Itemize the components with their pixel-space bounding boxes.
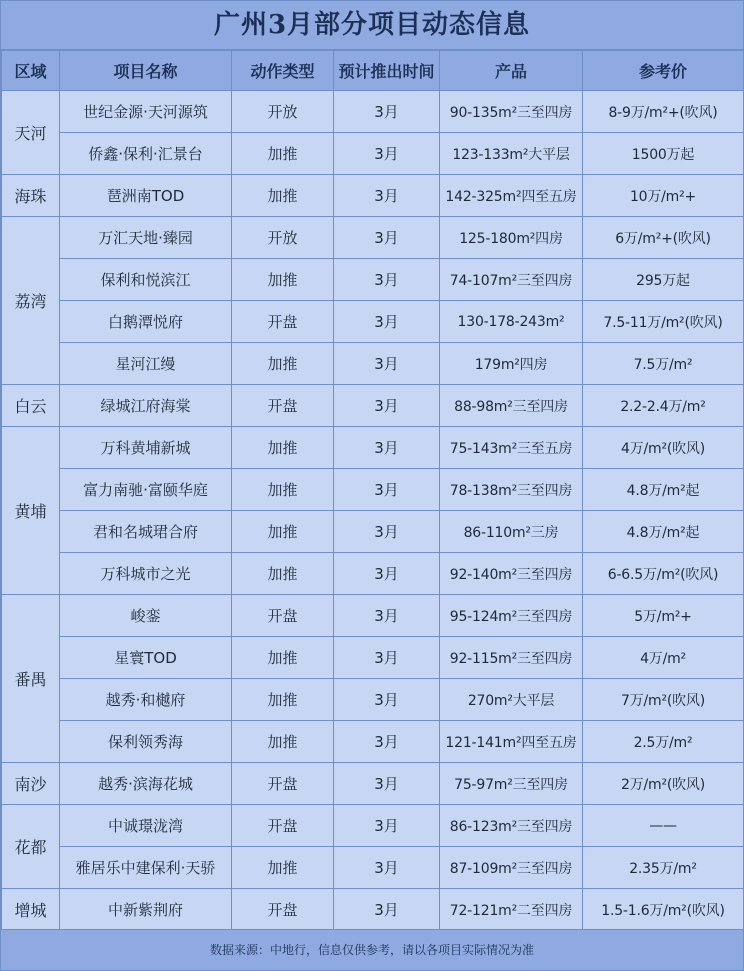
action-type-cell: 加推 (232, 847, 334, 889)
reference-price-cell: 2万/m²(吹风) (583, 763, 744, 805)
district-cell: 增城 (2, 889, 60, 931)
district-cell: 番禺 (2, 595, 60, 763)
launch-time-cell: 3月 (334, 763, 440, 805)
product-cell: 270m²大平层 (440, 679, 583, 721)
action-type-cell: 加推 (232, 679, 334, 721)
project-name-cell: 雅居乐中建保利·天骄 (60, 847, 232, 889)
table-row (2, 721, 744, 763)
project-name-cell: 万汇天地·臻园 (60, 217, 232, 259)
table-body (2, 91, 744, 931)
launch-time-cell: 3月 (334, 847, 440, 889)
column-header-reference-price: 参考价 (583, 51, 744, 91)
action-type-cell: 加推 (232, 175, 334, 217)
project-name-cell: 富力南驰·富颐华庭 (60, 469, 232, 511)
action-type-cell: 加推 (232, 511, 334, 553)
reference-price-cell: 8-9万/m²+(吹风) (583, 91, 744, 133)
project-name-cell: 保利和悦滨江 (60, 259, 232, 301)
product-cell: 90-135m²三至四房 (440, 91, 583, 133)
reference-price-cell: 7.5-11万/m²(吹风) (583, 301, 744, 343)
action-type-cell: 开盘 (232, 763, 334, 805)
launch-time-cell: 3月 (334, 511, 440, 553)
action-type-cell: 加推 (232, 133, 334, 175)
product-cell: 142-325m²四至五房 (440, 175, 583, 217)
launch-time-cell: 3月 (334, 637, 440, 679)
table-row (2, 259, 744, 301)
reference-price-cell: 4.8万/m²起 (583, 511, 744, 553)
action-type-cell: 开放 (232, 91, 334, 133)
launch-time-cell: 3月 (334, 343, 440, 385)
action-type-cell: 加推 (232, 427, 334, 469)
table-row (2, 553, 744, 595)
launch-time-cell: 3月 (334, 301, 440, 343)
reference-price-cell: 10万/m²+ (583, 175, 744, 217)
district-cell: 黄埔 (2, 427, 60, 595)
product-cell: 95-124m²三至四房 (440, 595, 583, 637)
project-name-cell: 星河江缦 (60, 343, 232, 385)
reference-price-cell: 4万/m²(吹风) (583, 427, 744, 469)
column-header-project-name: 项目名称 (60, 51, 232, 91)
table-row (2, 679, 744, 721)
column-header-product: 产品 (440, 51, 583, 91)
launch-time-cell: 3月 (334, 91, 440, 133)
product-cell: 87-109m²三至四房 (440, 847, 583, 889)
product-cell: 88-98m²三至四房 (440, 385, 583, 427)
launch-time-cell: 3月 (334, 805, 440, 847)
table-row (2, 133, 744, 175)
reference-price-cell: 295万起 (583, 259, 744, 301)
launch-time-cell: 3月 (334, 427, 440, 469)
project-name-cell: 中诚璟泷湾 (60, 805, 232, 847)
product-cell: 74-107m²三至四房 (440, 259, 583, 301)
launch-time-cell: 3月 (334, 133, 440, 175)
reference-price-cell: 2.35万/m² (583, 847, 744, 889)
project-name-cell: 白鹅潭悦府 (60, 301, 232, 343)
table-row (2, 889, 744, 931)
project-name-cell: 琶洲南TOD (60, 175, 232, 217)
product-cell: 86-110m²三房 (440, 511, 583, 553)
table-row (2, 763, 744, 805)
reference-price-cell: 4.8万/m²起 (583, 469, 744, 511)
table-row (2, 847, 744, 889)
product-cell: 123-133m²大平层 (440, 133, 583, 175)
district-cell: 花都 (2, 805, 60, 889)
project-name-cell: 星寰TOD (60, 637, 232, 679)
product-cell: 125-180m²四房 (440, 217, 583, 259)
project-name-cell: 侨鑫·保利·汇景台 (60, 133, 232, 175)
project-name-cell: 君和名城珺合府 (60, 511, 232, 553)
action-type-cell: 开盘 (232, 805, 334, 847)
project-name-cell: 保利领秀海 (60, 721, 232, 763)
table-row (2, 175, 744, 217)
reference-price-cell: 2.5万/m² (583, 721, 744, 763)
action-type-cell: 开盘 (232, 889, 334, 931)
action-type-cell: 加推 (232, 721, 334, 763)
project-table (1, 50, 744, 931)
table-row (2, 343, 744, 385)
column-header-district: 区域 (2, 51, 60, 91)
launch-time-cell: 3月 (334, 679, 440, 721)
reference-price-cell: 1.5-1.6万/m²(吹风) (583, 889, 744, 931)
product-cell: 86-123m²三至四房 (440, 805, 583, 847)
product-cell: 130-178-243m² (440, 301, 583, 343)
reference-price-cell: 6万/m²+(吹风) (583, 217, 744, 259)
district-cell: 南沙 (2, 763, 60, 805)
action-type-cell: 加推 (232, 259, 334, 301)
reference-price-cell: 7万/m²(吹风) (583, 679, 744, 721)
table-row (2, 217, 744, 259)
project-name-cell: 万科黄埔新城 (60, 427, 232, 469)
launch-time-cell: 3月 (334, 259, 440, 301)
table-row (2, 469, 744, 511)
district-cell: 荔湾 (2, 217, 60, 385)
action-type-cell: 加推 (232, 637, 334, 679)
table-row (2, 805, 744, 847)
reference-price-cell: 1500万起 (583, 133, 744, 175)
column-header-action-type: 动作类型 (232, 51, 334, 91)
launch-time-cell: 3月 (334, 553, 440, 595)
product-cell: 75-143m²三至五房 (440, 427, 583, 469)
reference-price-cell: 5万/m²+ (583, 595, 744, 637)
data-source-footer: 数据来源：中地行，信息仅供参考，请以各项目实际情况为准 (1, 929, 743, 970)
launch-time-cell: 3月 (334, 469, 440, 511)
project-name-cell: 万科城市之光 (60, 553, 232, 595)
reference-price-cell: 7.5万/m² (583, 343, 744, 385)
action-type-cell: 开盘 (232, 595, 334, 637)
project-name-cell: 越秀·滨海花城 (60, 763, 232, 805)
column-header-launch-time: 预计推出时间 (334, 51, 440, 91)
district-cell: 天河 (2, 91, 60, 175)
table-row (2, 385, 744, 427)
reference-price-cell: —— (583, 805, 744, 847)
reference-price-cell: 2.2-2.4万/m² (583, 385, 744, 427)
district-cell: 白云 (2, 385, 60, 427)
launch-time-cell: 3月 (334, 595, 440, 637)
action-type-cell: 加推 (232, 469, 334, 511)
product-cell: 92-115m²三至四房 (440, 637, 583, 679)
table-row (2, 91, 744, 133)
table-row (2, 301, 744, 343)
project-name-cell: 越秀·和樾府 (60, 679, 232, 721)
project-name-cell: 中新紫荆府 (60, 889, 232, 931)
product-cell: 78-138m²三至四房 (440, 469, 583, 511)
project-name-cell: 世纪金源·天河源筑 (60, 91, 232, 133)
action-type-cell: 开放 (232, 217, 334, 259)
reference-price-cell: 4万/m² (583, 637, 744, 679)
table-row (2, 511, 744, 553)
launch-time-cell: 3月 (334, 385, 440, 427)
table-row (2, 595, 744, 637)
product-cell: 72-121m²二至四房 (440, 889, 583, 931)
launch-time-cell: 3月 (334, 175, 440, 217)
table-row (2, 427, 744, 469)
action-type-cell: 加推 (232, 343, 334, 385)
table-header-row (2, 51, 744, 91)
action-type-cell: 加推 (232, 553, 334, 595)
reference-price-cell: 6-6.5万/m²(吹风) (583, 553, 744, 595)
launch-time-cell: 3月 (334, 217, 440, 259)
product-cell: 92-140m²三至四房 (440, 553, 583, 595)
action-type-cell: 开盘 (232, 301, 334, 343)
table-row (2, 637, 744, 679)
action-type-cell: 开盘 (232, 385, 334, 427)
project-name-cell: 峻銮 (60, 595, 232, 637)
project-name-cell: 绿城江府海棠 (60, 385, 232, 427)
district-cell: 海珠 (2, 175, 60, 217)
page-title: 广州3月部分项目动态信息 (1, 1, 743, 50)
product-cell: 121-141m²四至五房 (440, 721, 583, 763)
product-cell: 75-97m²三至四房 (440, 763, 583, 805)
product-cell: 179m²四房 (440, 343, 583, 385)
launch-time-cell: 3月 (334, 721, 440, 763)
launch-time-cell: 3月 (334, 889, 440, 931)
